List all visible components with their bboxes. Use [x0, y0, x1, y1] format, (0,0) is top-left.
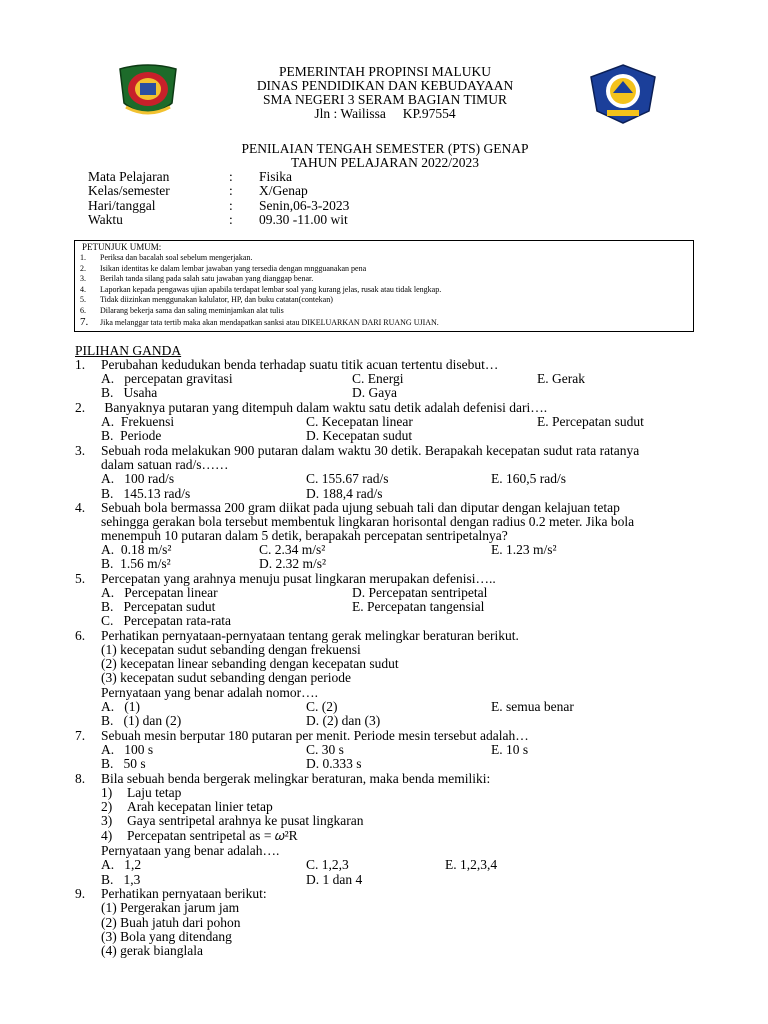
statement-number: 1)	[101, 785, 113, 800]
option-c: C. Percepatan rata-rata	[101, 613, 232, 628]
school-badge-logo	[587, 63, 659, 125]
statement: Percepatan sentripetal as = 𝜔²R	[127, 828, 298, 843]
question-text-continued: menempuh 10 putaran dalam 5 detik, berapakah percepatan sentripetalnya?	[101, 528, 508, 543]
exam-year: TAHUN PELAJARAN 2022/2023	[291, 155, 479, 170]
option-c: C. 1,2,3	[306, 857, 349, 872]
question-number: 5.	[75, 571, 86, 586]
question-text: Perhatikan pernyataan-pernyataan tentang gerak melingkar beraturan berikut.	[101, 628, 519, 643]
header-line-3: SMA NEGERI 3 SERAM BAGIAN TIMUR	[263, 92, 507, 107]
statement: (3) kecepatan sudut sebanding dengan periode	[101, 670, 352, 685]
option-a: A. 100 s	[101, 742, 154, 757]
statement: Arah kecepatan linier tetap	[127, 799, 273, 814]
option-c: C. Kecepatan linear	[306, 414, 413, 429]
statement-number: 3)	[101, 813, 113, 828]
option-a: A. Frekuensi	[101, 414, 175, 429]
option-c: C. Energi	[352, 371, 404, 386]
statement: (1) kecepatan sudut sebanding dengan frekuensi	[101, 642, 361, 657]
header-address: Jln : Wailissa KP.97554	[314, 106, 456, 121]
question-text: Bila sebuah benda bergerak melingkar beraturan, maka benda memiliki:	[101, 771, 491, 786]
question-text: Perhatikan pernyataan berikut:	[101, 886, 267, 901]
question-text: Sebuah mesin berputar 180 putaran per menit. Periode mesin tersebut adalah…	[101, 728, 529, 743]
option-e: E. Gerak	[537, 371, 585, 386]
option-e: E. 160,5 rad/s	[491, 471, 566, 486]
option-a: A. percepatan gravitasi	[101, 371, 233, 386]
option-e: E. 1.23 m/s²	[491, 542, 557, 557]
option-a: A. 0.18 m/s²	[101, 542, 172, 557]
option-d: D. 2.32 m/s²	[259, 556, 327, 571]
info-value: 09.30 -11.00 wit	[259, 212, 348, 227]
info-colon: :	[229, 198, 233, 213]
question-number: 3.	[75, 443, 86, 458]
option-b: B. Usaha	[101, 385, 158, 400]
statement: Laju tetap	[127, 785, 182, 800]
option-d: D. Kecepatan sudut	[306, 428, 413, 443]
question-text-continued: dalam satuan rad/s……	[101, 457, 229, 472]
question-prompt: Pernyataan yang benar adalah….	[101, 843, 280, 858]
question-number: 2.	[75, 400, 86, 415]
option-b: B. 145.13 rad/s	[101, 486, 191, 501]
statement: (2) kecepatan linear sebanding dengan kecepatan sudut	[101, 656, 399, 671]
option-c: C. 30 s	[306, 742, 344, 757]
option-a: A. (1)	[101, 699, 140, 714]
statement: (3) Bola yang ditendang	[101, 929, 232, 944]
info-label: Kelas/semester	[88, 183, 170, 198]
option-b: B. Periode	[101, 428, 162, 443]
option-e: E. Percepatan tangensial	[352, 599, 485, 614]
question-text: Perubahan kedudukan benda terhadap suatu titik acuan tertentu disebut…	[101, 357, 499, 372]
info-label: Mata Pelajaran	[88, 169, 170, 184]
info-label: Waktu	[88, 212, 123, 227]
instructions-heading: PETUNJUK UMUM:	[82, 242, 162, 252]
option-d: D. 1 dan 4	[306, 872, 363, 887]
info-colon: :	[229, 169, 233, 184]
info-value: Senin,06-3-2023	[259, 198, 350, 213]
header-line-1: PEMERINTAH PROPINSI MALUKU	[279, 64, 491, 79]
statement-number: 4)	[101, 828, 113, 843]
question-prompt: Pernyataan yang benar adalah nomor….	[101, 685, 319, 700]
statement: (4) gerak bianglala	[101, 943, 203, 958]
info-value: Fisika	[259, 169, 293, 184]
option-b: B. 1,3	[101, 872, 141, 887]
header-line-2: DINAS PENDIDIKAN DAN KEBUDAYAAN	[256, 78, 514, 93]
exam-title: PENILAIAN TENGAH SEMESTER (PTS) GENAP	[241, 141, 529, 156]
section-title: PILIHAN GANDA	[75, 343, 182, 358]
option-c: C. 155.67 rad/s	[306, 471, 389, 486]
info-colon: :	[229, 183, 233, 198]
question-number: 1.	[75, 357, 86, 372]
info-value: X/Genap	[259, 183, 308, 198]
statement: (2) Buah jatuh dari pohon	[101, 915, 241, 930]
question-number: 8.	[75, 771, 86, 786]
option-a: A. 100 rad/s	[101, 471, 175, 486]
option-a: A. 1,2	[101, 857, 142, 872]
statement-number: 2)	[101, 799, 113, 814]
question-text-continued: sehingga gerakan bola tersebut membentuk lingkaran horisontal dengan radius 0.2 meter. Jika bola	[101, 514, 635, 529]
instructions-box: PETUNJUK UMUM: 1. Periksa dan bacalah soal sebelum mengerjakan. 2. Isikan identitas ke dalam lembar jawaban yang tersedia dengan mngguanakan pena 3. Berilah tanda silang pada salah satu jawaban yang dianggap benar. 4. Laporkan kepada pengawas ujian apabila terdapat lembar soal yang kurang jelas, rusak atau tidak lengkap. 5. Tidak diizinkan menggunakan kalulator, HP, dan buku catatan(contekan) 6. Dilarang bekerja sama dan saling meminjamkan alat tulis 7. Jika melanggar tata tertib maka akan mendapatkan sanksi atau DIKELUARKAN DARI RUANG UJIAN.	[74, 240, 694, 332]
option-c: C. 2.34 m/s²	[259, 542, 326, 557]
option-e: E. 1,2,3,4	[445, 857, 498, 872]
option-e: E. semua benar	[491, 699, 574, 714]
question-number: 7.	[75, 728, 86, 743]
info-label: Hari/tanggal	[88, 198, 156, 213]
question-number: 9.	[75, 886, 86, 901]
option-d: D. 0.333 s	[306, 756, 362, 771]
info-colon: :	[229, 212, 233, 227]
question-text: Sebuah bola bermassa 200 gram diikat pada ujung sebuah tali dan diputar dengan kelajuan tetap	[101, 500, 620, 515]
question-number: 4.	[75, 500, 86, 515]
option-b: B. 50 s	[101, 756, 146, 771]
statement: Gaya sentripetal arahnya ke pusat lingkaran	[127, 813, 364, 828]
question-text: Sebuah roda melakukan 900 putaran dalam waktu 30 detik. Berapakah kecepatan sudut rata ratanya	[101, 443, 640, 458]
option-d: D. (2) dan (3)	[306, 713, 381, 728]
option-e: E. 10 s	[491, 742, 529, 757]
question-text: Percepatan yang arahnya menuju pusat lingkaran merupakan defenisi…..	[101, 571, 496, 586]
option-b: B. 1.56 m/s²	[101, 556, 171, 571]
statement: (1) Pergerakan jarum jam	[101, 900, 240, 915]
option-c: C. (2)	[306, 699, 338, 714]
option-e: E. Percepatan sudut	[537, 414, 644, 429]
option-b: B. Percepatan sudut	[101, 599, 216, 614]
question-number: 6.	[75, 628, 86, 643]
option-a: A. Percepatan linear	[101, 585, 218, 600]
option-b: B. (1) dan (2)	[101, 713, 182, 728]
option-d: D. Percepatan sentripetal	[352, 585, 488, 600]
question-text: Banyaknya putaran yang ditempuh dalam waktu satu detik adalah defenisi dari….	[101, 400, 548, 415]
option-d: D. Gaya	[352, 385, 397, 400]
option-d: D. 188,4 rad/s	[306, 486, 383, 501]
